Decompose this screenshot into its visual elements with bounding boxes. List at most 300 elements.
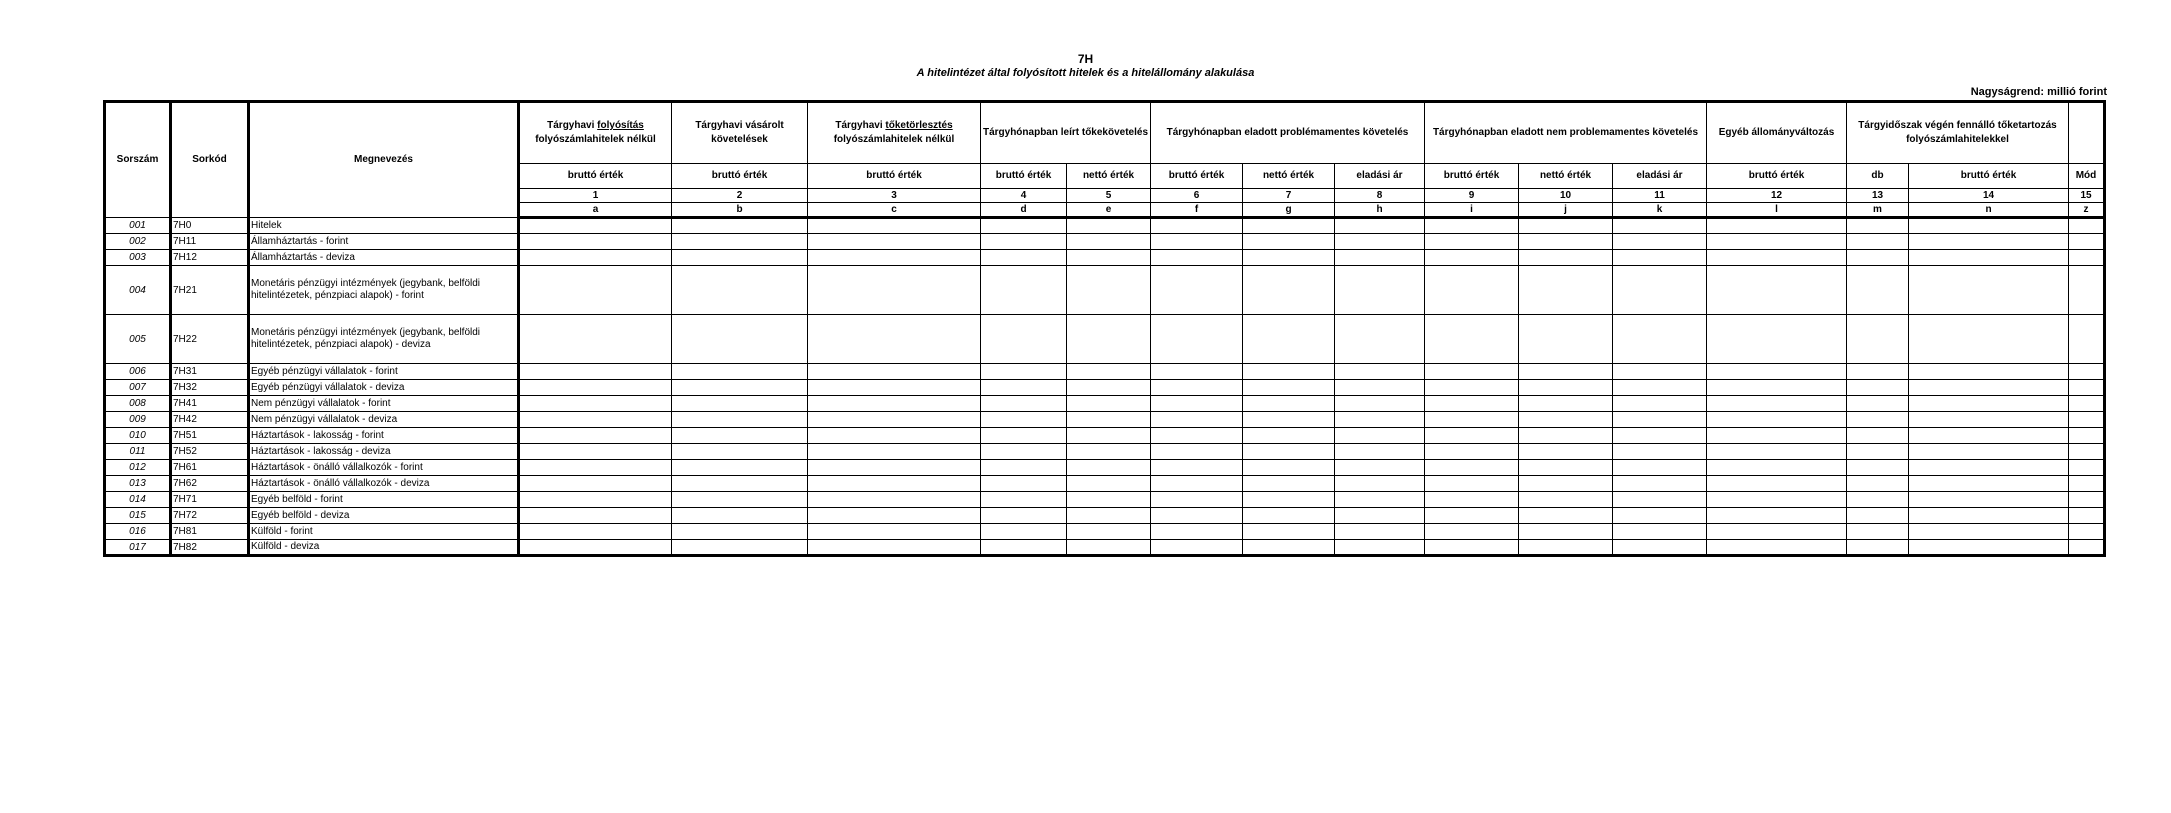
data-entry-cell[interactable] <box>2069 444 2105 460</box>
data-entry-cell[interactable] <box>2069 266 2105 315</box>
data-entry-cell[interactable] <box>1243 492 1335 508</box>
data-entry-cell[interactable] <box>1519 266 1613 315</box>
data-entry-cell[interactable] <box>1519 508 1613 524</box>
data-entry-cell[interactable] <box>1613 250 1707 266</box>
data-entry-cell[interactable] <box>981 266 1067 315</box>
data-entry-cell[interactable] <box>519 428 672 444</box>
data-entry-cell[interactable] <box>808 476 981 492</box>
data-entry-cell[interactable] <box>519 540 672 556</box>
data-entry-cell[interactable] <box>1909 476 2069 492</box>
column-letter-cell: c <box>808 203 981 218</box>
data-entry-cell[interactable] <box>1151 315 1243 364</box>
data-entry-cell[interactable] <box>672 476 808 492</box>
column-letter-cell: e <box>1067 203 1151 218</box>
data-entry-cell[interactable] <box>672 234 808 250</box>
data-entry-cell[interactable] <box>1707 315 1847 364</box>
data-entry-cell[interactable] <box>808 524 981 540</box>
data-entry-cell[interactable] <box>1847 250 1909 266</box>
data-entry-cell[interactable] <box>1425 364 1519 380</box>
data-entry-cell[interactable] <box>1243 396 1335 412</box>
data-entry-cell[interactable] <box>981 540 1067 556</box>
data-entry-cell[interactable] <box>1425 444 1519 460</box>
data-entry-cell[interactable] <box>1067 508 1151 524</box>
data-entry-cell[interactable] <box>981 492 1067 508</box>
form-subtitle: A hitelintézet által folyósított hitelek és a hitelállomány alakulása <box>916 67 1255 79</box>
data-entry-cell[interactable] <box>1335 250 1425 266</box>
data-entry-cell[interactable] <box>1151 218 1243 234</box>
row-number: 012 <box>105 460 171 476</box>
data-entry-cell[interactable] <box>1707 266 1847 315</box>
data-entry-cell[interactable] <box>1847 540 1909 556</box>
data-entry-cell[interactable] <box>1707 250 1847 266</box>
data-entry-cell[interactable] <box>1909 524 2069 540</box>
data-entry-cell[interactable] <box>1425 218 1519 234</box>
data-entry-cell[interactable] <box>1335 444 1425 460</box>
data-entry-cell[interactable] <box>981 380 1067 396</box>
data-entry-cell[interactable] <box>981 444 1067 460</box>
data-entry-cell[interactable] <box>808 364 981 380</box>
data-entry-cell[interactable] <box>1151 380 1243 396</box>
data-entry-cell[interactable] <box>2069 218 2105 234</box>
data-entry-cell[interactable] <box>808 508 981 524</box>
data-entry-cell[interactable] <box>1067 412 1151 428</box>
data-entry-cell[interactable] <box>1707 234 1847 250</box>
row-code: 7H11 <box>171 234 249 250</box>
data-entry-cell[interactable] <box>981 428 1067 444</box>
column-letter-cell: n <box>1909 203 2069 218</box>
data-entry-cell[interactable] <box>519 396 672 412</box>
data-entry-cell[interactable] <box>1243 460 1335 476</box>
data-entry-cell[interactable] <box>1425 524 1519 540</box>
data-entry-cell[interactable] <box>1707 380 1847 396</box>
data-entry-cell[interactable] <box>1067 266 1151 315</box>
data-entry-cell[interactable] <box>808 540 981 556</box>
data-entry-cell[interactable] <box>808 428 981 444</box>
data-entry-cell[interactable] <box>672 364 808 380</box>
data-entry-cell[interactable] <box>2069 250 2105 266</box>
data-entry-cell[interactable] <box>1425 266 1519 315</box>
data-entry-cell[interactable] <box>1335 428 1425 444</box>
data-entry-cell[interactable] <box>1335 315 1425 364</box>
data-entry-cell[interactable] <box>1243 508 1335 524</box>
row-number: 004 <box>105 266 171 315</box>
data-entry-cell[interactable] <box>1519 250 1613 266</box>
data-entry-cell[interactable] <box>1707 508 1847 524</box>
data-entry-cell[interactable] <box>1909 234 2069 250</box>
column-number-cell: 13 <box>1847 189 1909 203</box>
data-entry-cell[interactable] <box>1151 364 1243 380</box>
data-entry-cell[interactable] <box>672 428 808 444</box>
data-entry-cell[interactable] <box>981 364 1067 380</box>
data-entry-cell[interactable] <box>1519 234 1613 250</box>
data-entry-cell[interactable] <box>1425 460 1519 476</box>
data-entry-cell[interactable] <box>1909 250 2069 266</box>
data-entry-cell[interactable] <box>981 476 1067 492</box>
data-entry-cell[interactable] <box>672 540 808 556</box>
data-entry-cell[interactable] <box>1707 412 1847 428</box>
data-entry-cell[interactable] <box>1243 428 1335 444</box>
data-entry-cell[interactable] <box>672 250 808 266</box>
data-entry-cell[interactable] <box>672 266 808 315</box>
row-name: Külföld - forint <box>249 524 519 540</box>
data-entry-cell[interactable] <box>519 315 672 364</box>
data-entry-cell[interactable] <box>1335 524 1425 540</box>
data-entry-cell[interactable] <box>1847 460 1909 476</box>
table-row <box>105 492 2105 508</box>
data-entry-cell[interactable] <box>1067 492 1151 508</box>
data-entry-cell[interactable] <box>981 460 1067 476</box>
data-entry-cell[interactable] <box>1067 396 1151 412</box>
data-entry-cell[interactable] <box>1335 396 1425 412</box>
row-code: 7H61 <box>171 460 249 476</box>
data-entry-cell[interactable] <box>1519 218 1613 234</box>
data-entry-cell[interactable] <box>808 234 981 250</box>
data-entry-cell[interactable] <box>519 364 672 380</box>
data-entry-cell[interactable] <box>808 218 981 234</box>
data-entry-cell[interactable] <box>1847 476 1909 492</box>
data-entry-cell[interactable] <box>1909 380 2069 396</box>
data-entry-cell[interactable] <box>808 460 981 476</box>
data-entry-cell[interactable] <box>808 444 981 460</box>
row-number: 001 <box>105 218 171 234</box>
data-entry-cell[interactable] <box>1067 234 1151 250</box>
data-entry-cell[interactable] <box>1847 315 1909 364</box>
data-entry-cell[interactable] <box>1335 412 1425 428</box>
data-entry-cell[interactable] <box>981 315 1067 364</box>
data-entry-cell[interactable] <box>1847 412 1909 428</box>
data-entry-cell[interactable] <box>1519 460 1613 476</box>
data-entry-cell[interactable] <box>1909 396 2069 412</box>
data-entry-cell[interactable] <box>519 250 672 266</box>
data-entry-cell[interactable] <box>1613 364 1707 380</box>
data-entry-cell[interactable] <box>1151 396 1243 412</box>
data-entry-cell[interactable] <box>1425 476 1519 492</box>
data-entry-cell[interactable] <box>1707 476 1847 492</box>
data-entry-cell[interactable] <box>1067 524 1151 540</box>
data-entry-cell[interactable] <box>1909 315 2069 364</box>
data-entry-cell[interactable] <box>1243 218 1335 234</box>
data-entry-cell[interactable] <box>519 380 672 396</box>
data-entry-cell[interactable] <box>2069 428 2105 444</box>
data-entry-cell[interactable] <box>1067 364 1151 380</box>
data-entry-cell[interactable] <box>1151 524 1243 540</box>
data-entry-cell[interactable] <box>1519 492 1613 508</box>
data-entry-cell[interactable] <box>1335 234 1425 250</box>
data-entry-cell[interactable] <box>1519 444 1613 460</box>
row-number: 009 <box>105 412 171 428</box>
table-row <box>105 540 2105 556</box>
data-entry-cell[interactable] <box>519 492 672 508</box>
data-entry-cell[interactable] <box>1519 364 1613 380</box>
data-entry-cell[interactable] <box>519 218 672 234</box>
data-entry-cell[interactable] <box>1067 315 1151 364</box>
group-header-8: Tárgyidőszak végén fennálló tőketartozás folyószámlahitelekkel <box>1847 102 2069 164</box>
data-entry-cell[interactable] <box>1335 492 1425 508</box>
data-entry-cell[interactable] <box>1425 396 1519 412</box>
group-header-2: Tárgyhavi vásárolt követelések <box>672 102 808 164</box>
data-entry-cell[interactable] <box>1519 476 1613 492</box>
data-entry-cell[interactable] <box>1847 380 1909 396</box>
data-entry-cell[interactable] <box>1151 250 1243 266</box>
data-entry-cell[interactable] <box>1151 428 1243 444</box>
data-entry-cell[interactable] <box>1847 428 1909 444</box>
data-entry-cell[interactable] <box>1243 364 1335 380</box>
column-number-cell: 8 <box>1335 189 1425 203</box>
data-entry-cell[interactable] <box>1151 460 1243 476</box>
data-entry-cell[interactable] <box>672 524 808 540</box>
data-entry-cell[interactable] <box>1613 508 1707 524</box>
data-entry-cell[interactable] <box>1335 218 1425 234</box>
data-entry-cell[interactable] <box>672 508 808 524</box>
data-entry-cell[interactable] <box>1707 524 1847 540</box>
data-entry-cell[interactable] <box>1243 444 1335 460</box>
data-entry-cell[interactable] <box>672 460 808 476</box>
data-entry-cell[interactable] <box>672 492 808 508</box>
data-entry-cell[interactable] <box>1335 476 1425 492</box>
row-code: 7H12 <box>171 250 249 266</box>
data-entry-cell[interactable] <box>1243 380 1335 396</box>
data-entry-cell[interactable] <box>981 396 1067 412</box>
data-entry-cell[interactable] <box>519 444 672 460</box>
data-entry-cell[interactable] <box>1613 234 1707 250</box>
data-entry-cell[interactable] <box>1151 234 1243 250</box>
data-entry-cell[interactable] <box>1425 492 1519 508</box>
data-entry-cell[interactable] <box>1243 234 1335 250</box>
data-entry-cell[interactable] <box>1613 315 1707 364</box>
data-entry-cell[interactable] <box>1613 444 1707 460</box>
data-entry-cell[interactable] <box>1909 364 2069 380</box>
row-code: 7H31 <box>171 364 249 380</box>
data-entry-cell[interactable] <box>1335 460 1425 476</box>
data-entry-cell[interactable] <box>1707 460 1847 476</box>
data-entry-cell[interactable] <box>1067 444 1151 460</box>
data-entry-cell[interactable] <box>1707 428 1847 444</box>
data-entry-cell[interactable] <box>519 266 672 315</box>
data-entry-cell[interactable] <box>1151 266 1243 315</box>
row-code: 7H32 <box>171 380 249 396</box>
subheader-cell: bruttó érték <box>1151 164 1243 189</box>
data-entry-cell[interactable] <box>981 234 1067 250</box>
column-number-cell: 15 <box>2069 189 2105 203</box>
data-entry-cell[interactable] <box>808 266 981 315</box>
data-entry-cell[interactable] <box>1243 250 1335 266</box>
data-entry-cell[interactable] <box>519 524 672 540</box>
data-entry-cell[interactable] <box>672 412 808 428</box>
data-entry-cell[interactable] <box>808 380 981 396</box>
data-entry-cell[interactable] <box>1707 540 1847 556</box>
header-sorszam: Sorszám <box>105 102 171 218</box>
row-number: 015 <box>105 508 171 524</box>
row-name: Monetáris pénzügyi intézmények (jegybank, belföldi hitelintézetek, pénzpiaci alapok) - deviza <box>249 315 519 364</box>
data-entry-cell[interactable] <box>1613 492 1707 508</box>
data-entry-cell[interactable] <box>2069 234 2105 250</box>
data-entry-cell[interactable] <box>1243 315 1335 364</box>
data-entry-cell[interactable] <box>1707 444 1847 460</box>
row-number: 014 <box>105 492 171 508</box>
data-entry-cell[interactable] <box>519 460 672 476</box>
data-entry-cell[interactable] <box>1425 234 1519 250</box>
data-entry-cell[interactable] <box>1613 428 1707 444</box>
data-entry-cell[interactable] <box>2069 364 2105 380</box>
data-entry-cell[interactable] <box>808 315 981 364</box>
data-entry-cell[interactable] <box>2069 460 2105 476</box>
data-entry-cell[interactable] <box>1335 364 1425 380</box>
data-entry-cell[interactable] <box>1067 460 1151 476</box>
row-name: Egyéb pénzügyi vállalatok - forint <box>249 364 519 380</box>
data-entry-cell[interactable] <box>1909 540 2069 556</box>
table-row <box>105 412 2105 428</box>
row-name: Monetáris pénzügyi intézmények (jegybank, belföldi hitelintézetek, pénzpiaci alapok) - forint <box>249 266 519 315</box>
data-entry-cell[interactable] <box>808 492 981 508</box>
data-entry-cell[interactable] <box>1519 315 1613 364</box>
data-entry-cell[interactable] <box>1151 476 1243 492</box>
data-entry-cell[interactable] <box>1243 412 1335 428</box>
data-entry-cell[interactable] <box>1243 524 1335 540</box>
row-number: 003 <box>105 250 171 266</box>
row-number: 011 <box>105 444 171 460</box>
data-entry-cell[interactable] <box>1335 380 1425 396</box>
data-entry-cell[interactable] <box>519 476 672 492</box>
data-entry-cell[interactable] <box>1909 444 2069 460</box>
subheader-cell: bruttó érték <box>1707 164 1847 189</box>
data-entry-cell[interactable] <box>2069 396 2105 412</box>
data-entry-cell[interactable] <box>1067 540 1151 556</box>
data-entry-cell[interactable] <box>672 380 808 396</box>
data-entry-cell[interactable] <box>1909 508 2069 524</box>
data-entry-cell[interactable] <box>1613 266 1707 315</box>
data-entry-cell[interactable] <box>1909 266 2069 315</box>
data-entry-cell[interactable] <box>1613 380 1707 396</box>
data-entry-cell[interactable] <box>1847 234 1909 250</box>
data-entry-cell[interactable] <box>1847 492 1909 508</box>
data-entry-cell[interactable] <box>1425 250 1519 266</box>
data-entry-cell[interactable] <box>519 412 672 428</box>
data-entry-cell[interactable] <box>1613 218 1707 234</box>
data-entry-cell[interactable] <box>519 508 672 524</box>
data-entry-cell[interactable] <box>981 508 1067 524</box>
data-entry-cell[interactable] <box>1067 380 1151 396</box>
data-entry-cell[interactable] <box>1847 508 1909 524</box>
data-entry-cell[interactable] <box>672 396 808 412</box>
header-sorkod: Sorkód <box>171 102 249 218</box>
data-entry-cell[interactable] <box>1847 364 1909 380</box>
data-entry-cell[interactable] <box>1909 218 2069 234</box>
data-entry-cell[interactable] <box>1335 540 1425 556</box>
data-entry-cell[interactable] <box>672 444 808 460</box>
table-row <box>105 266 2105 315</box>
data-entry-cell[interactable] <box>1243 266 1335 315</box>
data-entry-cell[interactable] <box>1067 476 1151 492</box>
data-entry-cell[interactable] <box>1067 250 1151 266</box>
group-header-1: Tárgyhavi folyósítás folyószámlahitelek nélkül <box>519 102 672 164</box>
data-entry-cell[interactable] <box>2069 508 2105 524</box>
data-entry-cell[interactable] <box>1243 540 1335 556</box>
data-entry-cell[interactable] <box>1519 380 1613 396</box>
data-entry-cell[interactable] <box>1151 492 1243 508</box>
data-entry-cell[interactable] <box>2069 315 2105 364</box>
data-entry-cell[interactable] <box>1909 428 2069 444</box>
data-entry-cell[interactable] <box>808 250 981 266</box>
row-code: 7H62 <box>171 476 249 492</box>
report-table <box>103 100 2106 557</box>
data-entry-cell[interactable] <box>1909 460 2069 476</box>
data-entry-cell[interactable] <box>2069 524 2105 540</box>
data-entry-cell[interactable] <box>1909 412 2069 428</box>
column-number-cell: 11 <box>1613 189 1707 203</box>
data-entry-cell[interactable] <box>1909 492 2069 508</box>
data-entry-cell[interactable] <box>1151 444 1243 460</box>
data-entry-cell[interactable] <box>1847 444 1909 460</box>
data-entry-cell[interactable] <box>1519 412 1613 428</box>
data-entry-cell[interactable] <box>2069 476 2105 492</box>
data-entry-cell[interactable] <box>1425 380 1519 396</box>
data-entry-cell[interactable] <box>981 218 1067 234</box>
data-entry-cell[interactable] <box>1425 315 1519 364</box>
data-entry-cell[interactable] <box>1847 524 1909 540</box>
data-entry-cell[interactable] <box>1425 412 1519 428</box>
data-entry-cell[interactable] <box>1847 218 1909 234</box>
data-entry-cell[interactable] <box>1613 540 1707 556</box>
data-entry-cell[interactable] <box>1519 524 1613 540</box>
data-entry-cell[interactable] <box>2069 540 2105 556</box>
data-entry-cell[interactable] <box>672 315 808 364</box>
data-entry-cell[interactable] <box>1151 508 1243 524</box>
data-entry-cell[interactable] <box>519 234 672 250</box>
data-entry-cell[interactable] <box>1067 428 1151 444</box>
data-entry-cell[interactable] <box>2069 380 2105 396</box>
data-entry-cell[interactable] <box>1151 412 1243 428</box>
data-entry-cell[interactable] <box>1613 460 1707 476</box>
data-entry-cell[interactable] <box>2069 412 2105 428</box>
data-entry-cell[interactable] <box>1243 476 1335 492</box>
data-entry-cell[interactable] <box>1425 428 1519 444</box>
data-entry-cell[interactable] <box>1707 364 1847 380</box>
data-entry-cell[interactable] <box>981 524 1067 540</box>
data-entry-cell[interactable] <box>1425 540 1519 556</box>
row-number: 005 <box>105 315 171 364</box>
data-entry-cell[interactable] <box>1335 266 1425 315</box>
row-code: 7H82 <box>171 540 249 556</box>
data-entry-cell[interactable] <box>1613 396 1707 412</box>
data-entry-cell[interactable] <box>1335 508 1425 524</box>
data-entry-cell[interactable] <box>1519 428 1613 444</box>
row-name: Államháztartás - forint <box>249 234 519 250</box>
table-row <box>105 396 2105 412</box>
subheader-cell: bruttó érték <box>808 164 981 189</box>
data-entry-cell[interactable] <box>1519 540 1613 556</box>
data-entry-cell[interactable] <box>981 250 1067 266</box>
data-entry-cell[interactable] <box>1613 476 1707 492</box>
data-entry-cell[interactable] <box>808 396 981 412</box>
data-entry-cell[interactable] <box>1707 218 1847 234</box>
data-entry-cell[interactable] <box>1613 524 1707 540</box>
data-entry-cell[interactable] <box>672 218 808 234</box>
data-entry-cell[interactable] <box>1067 218 1151 234</box>
data-entry-cell[interactable] <box>1847 266 1909 315</box>
data-entry-cell[interactable] <box>1425 508 1519 524</box>
data-entry-cell[interactable] <box>1519 396 1613 412</box>
data-entry-cell[interactable] <box>808 412 981 428</box>
data-entry-cell[interactable] <box>1707 396 1847 412</box>
row-number: 006 <box>105 364 171 380</box>
data-entry-cell[interactable] <box>1707 492 1847 508</box>
data-entry-cell[interactable] <box>1847 396 1909 412</box>
data-entry-cell[interactable] <box>981 412 1067 428</box>
data-entry-cell[interactable] <box>2069 492 2105 508</box>
column-number-cell: 6 <box>1151 189 1243 203</box>
data-entry-cell[interactable] <box>1151 540 1243 556</box>
data-entry-cell[interactable] <box>1613 412 1707 428</box>
